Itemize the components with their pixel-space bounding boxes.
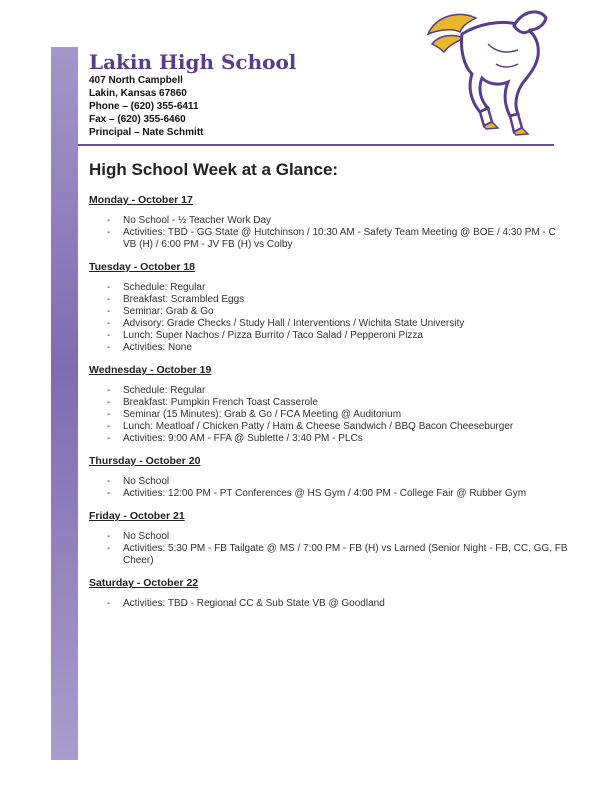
day-title: Monday - October 17 <box>89 194 193 206</box>
list-item-text: Seminar: Grab & Go <box>123 306 214 317</box>
list-item-text: Lunch: Meatloaf / Chicken Patty / Ham & Cheese Sandwich / BBQ Bacon Cheeseburger <box>123 421 514 432</box>
list-item-text: Schedule: Regular <box>123 385 206 396</box>
day-section-thursday <box>89 455 569 500</box>
list-item: - Breakfast: Scrambled Eggs <box>107 294 245 305</box>
day-section-saturday <box>89 577 569 610</box>
principal-name: Principal – Nate Schmitt <box>89 127 204 138</box>
day-items <box>89 282 569 354</box>
day-section-tuesday <box>89 261 569 354</box>
list-item: - Breakfast: Pumpkin French Toast Casserole <box>107 397 318 408</box>
day-title: Friday - October 21 <box>89 510 185 522</box>
phone-number: Phone – (620) 355-6411 <box>89 101 199 112</box>
list-item: - Lunch: Meatloaf / Chicken Patty / Ham & Cheese Sandwich / BBQ Bacon Cheeseburger <box>107 421 514 432</box>
day-section-monday <box>89 194 569 251</box>
day-title: Tuesday - October 18 <box>89 261 196 273</box>
list-item-text: Breakfast: Scrambled Eggs <box>123 294 245 305</box>
list-item: - No School - ½ Teacher Work Day <box>107 215 272 226</box>
list-item: - Activities: 9:00 AM - FFA @ Sublette / 3:40 PM - PLCs <box>107 433 363 444</box>
list-item-text: Seminar (15 Minutes): Grab & Go / FCA Meeting @ Auditorium <box>123 409 402 420</box>
list-item-text: No School <box>123 476 170 487</box>
day-items <box>89 215 569 251</box>
list-item-text: No School <box>123 531 170 542</box>
list-item: - Lunch: Super Nachos / Pizza Burrito / Taco Salad / Pepperoni Pizza <box>107 330 423 341</box>
address-city: Lakin, Kansas 67860 <box>89 88 187 99</box>
list-item: - No School <box>107 531 170 542</box>
day-items <box>89 598 569 610</box>
list-item-text: Activities: 5:30 PM - FB Tailgate @ MS / 7:00 PM - FB (H) vs Larned (Senior Night - FB, CC, GG, FB Cheer) <box>123 543 568 566</box>
list-item: - Activities: TBD - Regional CC & Sub State VB @ Goodland <box>107 598 385 609</box>
list-item: - Advisory: Grade Checks / Study Hall / Interventions / Wichita State University <box>107 318 465 329</box>
day-section-wednesday <box>89 364 569 445</box>
list-item: - Schedule: Regular <box>107 282 206 293</box>
sidebar-accent-bar <box>51 47 78 760</box>
list-item: - Activities: TBD - GG State @ Hutchinson / 10:30 AM - Safety Team Meeting @ BOE / 4:30 PM - C VB (H) / 6:00 PM - JV FB (H) vs Colby <box>107 227 556 250</box>
list-item-text: Activities: TBD - Regional CC & Sub State VB @ Goodland <box>123 598 385 609</box>
bronco-horse-logo-icon <box>418 4 548 138</box>
list-item-text: Activities: TBD - GG State @ Hutchinson / 10:30 AM - Safety Team Meeting @ BOE / 4:30 PM - C VB (H) / 6:00 PM - JV FB (H) vs Colby <box>123 227 556 250</box>
list-item-text: Activities: 9:00 AM - FFA @ Sublette / 3:40 PM - PLCs <box>123 433 363 444</box>
day-items <box>89 476 569 500</box>
list-item-text: No School - ½ Teacher Work Day <box>123 215 272 226</box>
list-item-text: Advisory: Grade Checks / Study Hall / Interventions / Wichita State University <box>123 318 465 329</box>
school-name: Lakin High School <box>89 50 297 74</box>
list-item-text: Lunch: Super Nachos / Pizza Burrito / Taco Salad / Pepperoni Pizza <box>123 330 423 341</box>
day-section-friday <box>89 510 569 567</box>
list-item: - Activities: 5:30 PM - FB Tailgate @ MS / 7:00 PM - FB (H) vs Larned (Senior Night - FB, CC, GG, FB Cheer) <box>107 543 568 566</box>
day-items <box>89 385 569 445</box>
address-street: 407 North Campbell <box>89 75 183 86</box>
day-title: Thursday - October 20 <box>89 455 201 467</box>
list-item: - Activities: 12:00 PM - PT Conferences @ HS Gym / 4:00 PM - College Fair @ Rubber Gym <box>107 488 527 499</box>
list-item: - No School <box>107 476 170 487</box>
list-item: - Schedule: Regular <box>107 385 206 396</box>
list-item-text: Breakfast: Pumpkin French Toast Casserole <box>123 397 318 408</box>
day-items <box>89 531 569 567</box>
list-item: - Activities: None <box>107 342 192 353</box>
school-contact-block <box>89 74 203 139</box>
list-item: - Seminar: Grab & Go <box>107 306 214 317</box>
list-item-text: Activities: None <box>123 342 192 353</box>
day-title: Saturday - October 22 <box>89 577 199 589</box>
day-title: Wednesday - October 19 <box>89 364 212 376</box>
list-item-text: Activities: 12:00 PM - PT Conferences @ HS Gym / 4:00 PM - College Fair @ Rubber Gym <box>123 488 527 499</box>
page-title: High School Week at a Glance: <box>89 160 339 179</box>
week-at-a-glance <box>89 160 569 620</box>
list-item: - Seminar (15 Minutes): Grab & Go / FCA Meeting @ Auditorium <box>107 409 402 420</box>
fax-number: Fax – (620) 355-6460 <box>89 114 186 125</box>
header-divider <box>78 144 554 146</box>
list-item-text: Schedule: Regular <box>123 282 206 293</box>
